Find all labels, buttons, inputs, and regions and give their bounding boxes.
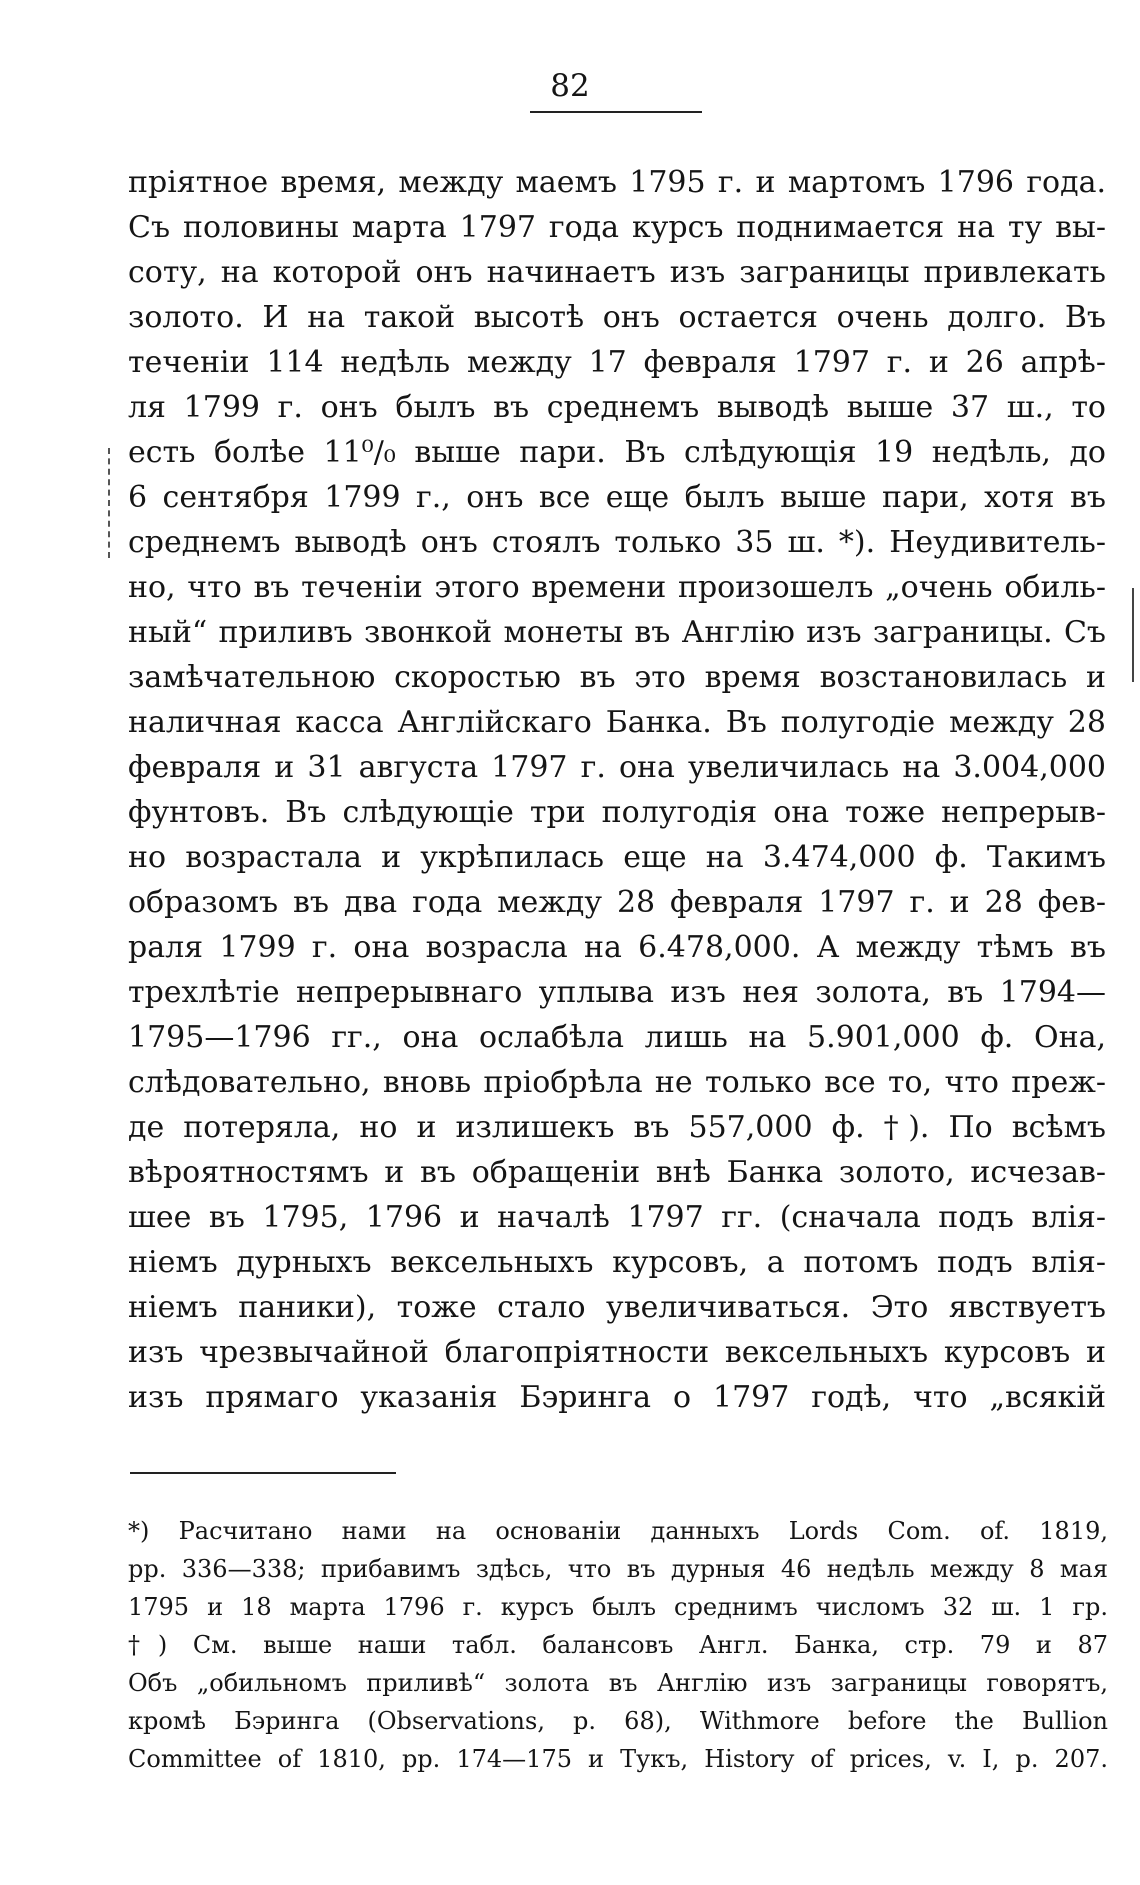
edge-mark — [1132, 588, 1134, 682]
footnote-rule — [130, 1472, 396, 1474]
page-number: 82 — [550, 68, 590, 104]
text-line: де потеряла, но и излишекъ въ 557,000 ф. †). По всѣмъ — [128, 1110, 1106, 1145]
text-line: ля 1799 г. онъ былъ въ среднемъ выводѣ выше 37 ш., то — [128, 390, 1106, 425]
body-text — [128, 160, 1106, 1420]
text-line: трехлѣтіе непрерывнаго уплыва изъ нея золота, въ 1794— — [128, 975, 1106, 1010]
footnote-line: *) Расчитано нами на основаніи данныхъ Lords Com. of. 1819, — [128, 1517, 1108, 1545]
text-line: 1795—1796 гг., она ослабѣла лишь на 5.901,000 ф. Она, — [128, 1020, 1106, 1055]
text-line: золото. И на такой высотѣ онъ остается очень долго. Въ — [128, 300, 1106, 335]
text-line: изъ чрезвычайной благопріятности вексельныхъ курсовъ и — [128, 1335, 1106, 1370]
text-line: но возрастала и укрѣпилась еще на 3.474,000 ф. Такимъ — [128, 840, 1106, 875]
text-line: теченіи 114 недѣль между 17 февраля 1797 г. и 26 апрѣ- — [128, 345, 1106, 380]
text-line: 6 сентября 1799 г., онъ все еще былъ выше пари, хотя въ — [128, 480, 1106, 515]
text-line: ніемъ дурныхъ вексельныхъ курсовъ, а потомъ подъ влія- — [128, 1245, 1106, 1280]
text-line: изъ прямаго указанія Бэринга о 1797 годѣ, что „всякій — [128, 1380, 1106, 1415]
footnote-line: †) См. выше наши табл. балансовъ Англ. Банка, стр. 79 и 87 — [128, 1631, 1108, 1659]
text-line: шее въ 1795, 1796 и началѣ 1797 гг. (сначала подъ влія- — [128, 1200, 1106, 1235]
footnotes — [128, 1512, 1108, 1778]
footnote-line: кромѣ Бэринга (Observations, p. 68), Withmore before the Bullion — [128, 1707, 1108, 1735]
text-line: слѣдовательно, вновь пріобрѣла не только все то, что преж- — [128, 1065, 1106, 1100]
text-line: наличная касса Англійскаго Банка. Въ полугодіе между 28 — [128, 705, 1106, 740]
margin-mark — [108, 448, 110, 558]
text-line: пріятное время, между маемъ 1795 г. и мартомъ 1796 года. — [128, 165, 1106, 200]
text-line: но, что въ теченіи этого времени произошелъ „очень обиль- — [128, 570, 1106, 605]
footnote-line: Committee of 1810, pp. 174—175 и Тукъ, History of prices, v. I, p. 207. — [128, 1745, 1108, 1773]
text-line: ніемъ паники), тоже стало увеличиваться. Это явствуетъ — [128, 1290, 1106, 1325]
text-line: Съ половины марта 1797 года курсъ поднимается на ту вы- — [128, 210, 1106, 245]
text-line: ный“ приливъ звонкой монеты въ Англію изъ заграницы. Съ — [128, 615, 1106, 650]
text-line: февраля и 31 августа 1797 г. она увеличилась на 3.004,000 — [128, 750, 1106, 785]
text-line: раля 1799 г. она возрасла на 6.478,000. А между тѣмъ въ — [128, 930, 1106, 965]
footnote-line: 1795 и 18 марта 1796 г. курсъ былъ среднимъ числомъ 32 ш. 1 гр. — [128, 1593, 1108, 1621]
text-line: фунтовъ. Въ слѣдующіе три полугодія она тоже непрерыв- — [128, 795, 1106, 830]
footnote-line: pp. 336—338; прибавимъ здѣсь, что въ дурныя 46 недѣль между 8 мая — [128, 1555, 1108, 1583]
text-line: вѣроятностямъ и въ обращеніи внѣ Банка золото, исчезав- — [128, 1155, 1106, 1190]
text-line: образомъ въ два года между 28 февраля 1797 г. и 28 фев- — [128, 885, 1106, 920]
header-rule — [530, 111, 702, 113]
text-line: есть болѣе 11⁰/₀ выше пари. Въ слѣдующія 19 недѣль, до — [128, 435, 1106, 470]
footnote-line: Объ „обильномъ приливѣ“ золота въ Англію изъ заграницы говорятъ, — [128, 1669, 1108, 1697]
text-line: замѣчательною скоростью въ это время возстановилась и — [128, 660, 1106, 695]
text-line: среднемъ выводѣ онъ стоялъ только 35 ш. *). Неудивитель- — [128, 525, 1106, 560]
text-line: соту, на которой онъ начинаетъ изъ заграницы привлекать — [128, 255, 1106, 290]
